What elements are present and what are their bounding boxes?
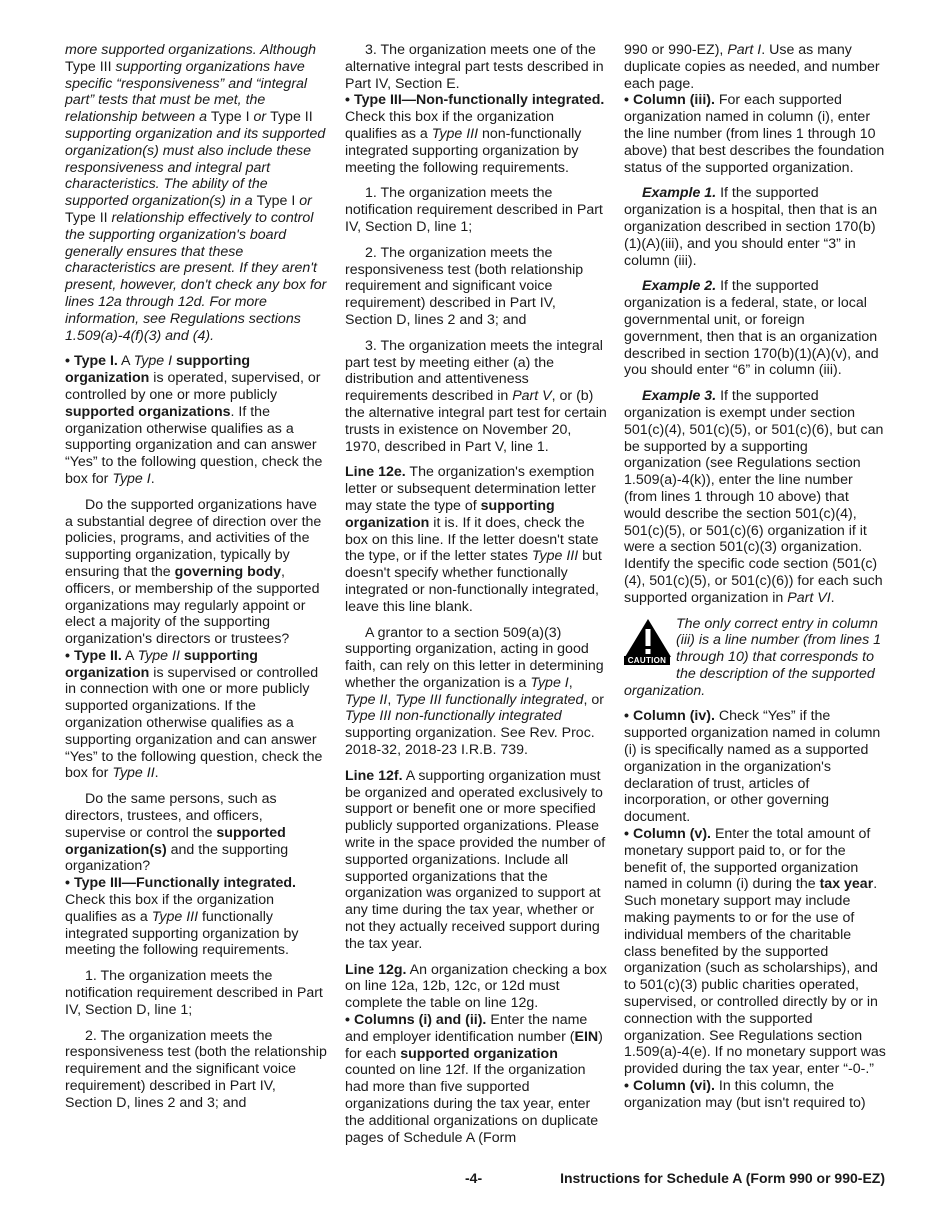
bullet-icon: •	[65, 647, 70, 664]
bullet-icon: •	[65, 875, 70, 892]
fi-requirement-1: 1. The organization meets the notification requirement described in Part IV, Section D, line 1;	[65, 968, 323, 1018]
nfi-requirement-1: 1. The organization meets the notification requirement described in Part IV, Section D, line 1;	[345, 185, 603, 235]
nfi-requirement-3: 3. The organization meets the integral part test by meeting either (a) the distribution and attentiveness requirements described in Part V, or (b) the alternative integral part test for certain trusts in existence on November 20, 1970, described in Part V, line 1.	[345, 337, 607, 455]
fi-requirement-3: 3. The organization meets one of the alternative integral part tests described in Part IV, Section E.	[345, 42, 604, 92]
caution-badge	[624, 618, 672, 670]
continuation-paragraph: 990 or 990-EZ), Part I. Use as many duplicate copies as needed, and number each page.	[624, 42, 880, 92]
type-2-question: Do the same persons, such as directors, trustees, and officers, supervise or control the supported organization(s) and the supporting organization?	[65, 791, 289, 875]
column-2	[345, 42, 607, 1155]
line-12f-paragraph: Line 12f. A supporting organization must be organized and operated exclusively to support or benefit one or more specified publicly supported organizations. Please write in the space provided the number of supported organizations. Include all supported organizations that the organization was organized to support at any time during the tax year, whether or not they actually received support during the tax year.	[345, 767, 606, 952]
type-3-functionally-integrated-paragraph: • Type III—Functionally integrated. Check this box if the organization qualifies as a Type III functionally integrated supporting organization by meeting the following requirements.	[65, 875, 299, 959]
column-1	[65, 42, 327, 1121]
bullet-icon: •	[624, 92, 629, 109]
bullet-icon: •	[65, 353, 70, 370]
page-footer	[0, 1170, 950, 1190]
bullet-icon: •	[345, 1012, 350, 1029]
bullet-icon: •	[624, 1078, 629, 1095]
type-2-paragraph: • Type II. A Type II supporting organization is supervised or controlled in connection with one or more publicly supported organizations. If the organization otherwise qualifies as a supporting organization and can answer “Yes” to the following question, check the box for Type II.	[65, 647, 323, 782]
line-12e-paragraph: Line 12e. The organization's exemption letter or subsequent determination letter may state the type of supporting organization it is. If it does, check the box on this line. If the letter doesn't state the type, or if the letter states Type III but doesn't specify whether functionally integrated or non-functionally integrated, leave this line blank.	[345, 464, 602, 615]
grantor-paragraph: A grantor to a section 509(a)(3) supporting organization, acting in good faith, can rely on this letter in determining whether the organization is a Type I, Type II, Type III functionally integrated, or Type III non-functionally integrated supporting organization. See Rev. Proc. 2018-32, 2018-23 I.R.B. 739.	[345, 624, 604, 759]
bullet-icon: •	[345, 92, 350, 109]
bullet-icon: •	[624, 826, 629, 843]
column-3	[624, 42, 886, 1121]
document-title: Instructions for Schedule A (Form 990 or 990-EZ)	[560, 1170, 885, 1186]
line-12g-paragraph: Line 12g. An organization checking a box on line 12a, 12b, 12c, or 12d must complete the table on line 12g.	[345, 961, 607, 1012]
column-vi-paragraph: • Column (vi). In this column, the organization may (but isn't required to)	[624, 1078, 866, 1111]
type-3-non-functionally-integrated-paragraph: • Type III—Non-functionally integrated. Check this box if the organization qualifies as a Type III non-functionally integrated supporting organization by meeting the following requirements.	[345, 92, 605, 176]
caution-note	[624, 616, 886, 700]
caution-text: The only correct entry in column (iii) is a line number (from lines 1 through 10) that corresponds to the description of the supported organization.	[624, 615, 881, 699]
intro-paragraph: more supported organizations. Although Type III supporting organizations have specific “responsiveness” and “integral part” tests that must be met, the relationship between a Type I or Type II supporting organization and its supported organization(s) must also include these responsiveness and integral part characteristics. The ability of the supported organization(s) in a Type I or Type II relationship effectively to control the supporting organization's board generally ensures that these characteristics are present. If they aren't present, however, don't check any box for lines 12a through 12d. For more information, see Regulations sections 1.509(a)-4(f)(3) and (4).	[65, 42, 327, 344]
caution-triangle-icon	[624, 618, 672, 658]
nfi-requirement-2: 2. The organization meets the responsiveness test (both relationship requirement and significant voice requirement) described in Part IV, Section D, lines 2 and 3; and	[345, 244, 584, 328]
caution-label: CAUTION	[624, 656, 670, 665]
example-2-paragraph: Example 2. If the supported organization is a federal, state, or local governmental unit, or foreign government, then that is an organization described in section 170(b)(1)(A)(v), and you should enter “6” in column (iii).	[624, 278, 879, 379]
column-v-paragraph: • Column (v). Enter the total amount of monetary support paid to, or for the benefit of, the supported organization named in column (i) during the tax year. Such monetary support may include making payments to or for the use of individual members of the charitable class benefited by the supported organization (such as scholarships), and to 501(c)(3) public charities operated, supervised, or controlled directly by or in connection with the supported organization. See Regulations section 1.509(a)-4(e). If no monetary support was provided during the tax year, enter “-0-.”	[624, 826, 886, 1078]
example-3-paragraph: Example 3. If the supported organization is exempt under section 501(c)(4), 501(c)(5), or 501(c)(6), but can be supported by a supporting organization (see Regulations section 1.509(a)-4(k)), enter the line number (from lines 1 through 10 above) that would describe the section 501(c)(4), 501(c)(5), or 501(c)(6) organization if it were a section 501(c)(3) organization. Identify the specific code section (501(c)(4), 501(c)(5), or 501(c)(6)) for each such supported organization in Part VI.	[624, 388, 884, 606]
column-iv-paragraph: • Column (iv). Check “Yes” if the supported organization named in column (i) is specifically named as a supported organization in the organization's declaration of trust, articles of incorporation, or other governing document.	[624, 708, 881, 826]
columns-i-ii-paragraph: • Columns (i) and (ii). Enter the name and employer identification number (EIN) for each supported organization counted on line 12f. If the organization had more than five supported organizations during the tax year, enter the additional organizations on duplicate pages of Schedule A (Form	[345, 1012, 603, 1146]
bullet-icon: •	[624, 708, 629, 725]
example-1-paragraph: Example 1. If the supported organization is a hospital, then that is an organization described in section 170(b)(1)(A)(iii), and you should enter “3” in column (iii).	[624, 185, 878, 269]
fi-requirement-2: 2. The organization meets the responsiveness test (both the relationship requirement and the significant voice requirement) described in Part IV, Section D, lines 2 and 3; and	[65, 1027, 327, 1111]
type-1-question: Do the supported organizations have a substantial degree of direction over the policies, programs, and activities of the supporting organization, typically by ensuring that the governing body, officers, or membership of the supported organizations may regularly appoint or elect a majority of the supporting organization's directors or trustees?	[65, 496, 322, 648]
column-iii-paragraph: • Column (iii). For each supported organization named in column (i), enter the line number (from lines 1 through 10 above) that best describes the foundation status of the supported organization.	[624, 92, 885, 176]
type-1-paragraph: • Type I. A Type I supporting organization is operated, supervised, or controlled by one or more publicly supported organizations. If the organization otherwise qualifies as a supporting organization and can answer “Yes” to the following question, check the box for Type I.	[65, 353, 323, 487]
page-number: -4-	[465, 1170, 483, 1186]
